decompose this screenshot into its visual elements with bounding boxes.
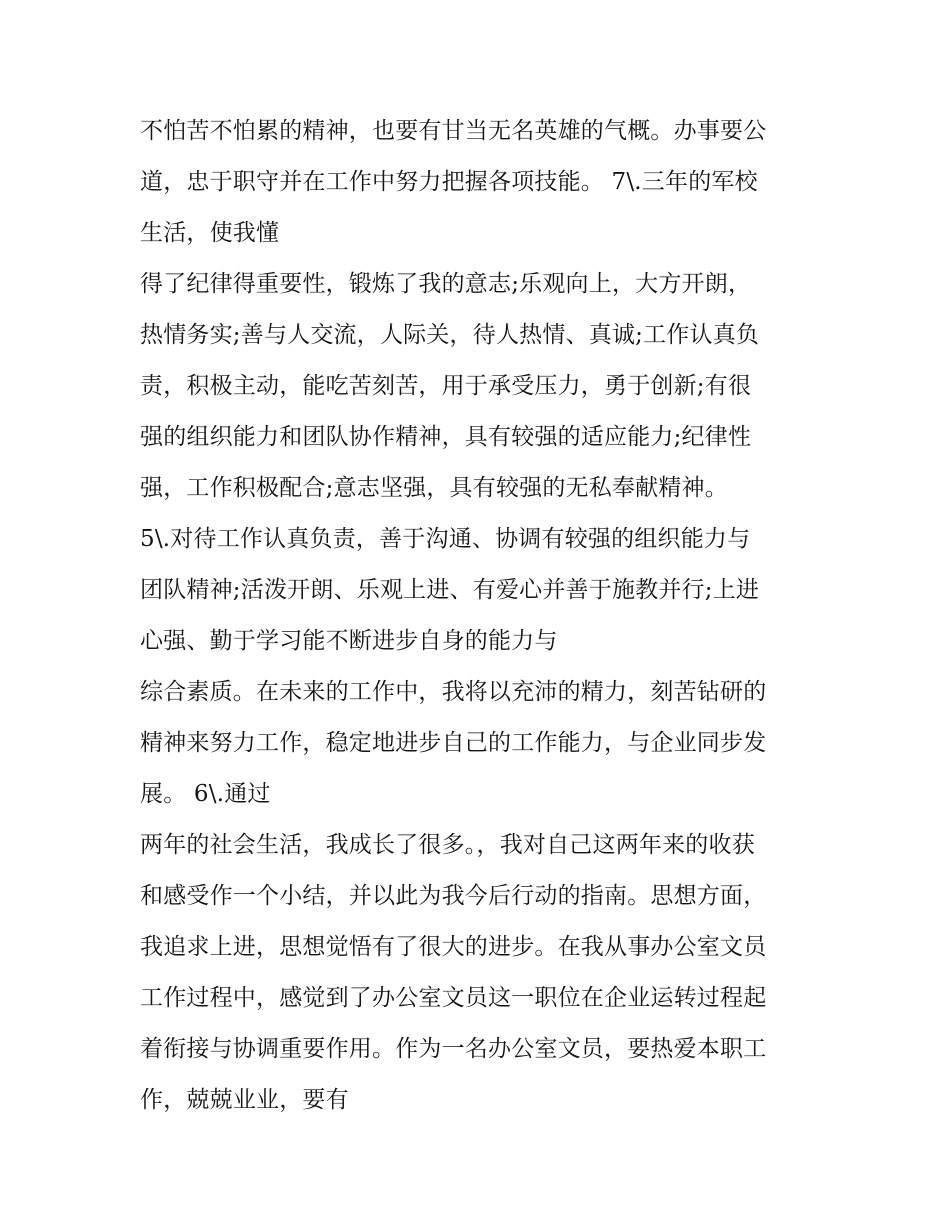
text-line: 心强、勤于学习能不断进步自身的能力与	[140, 628, 558, 654]
text-line: 和感受作一个小结，并以此为我今后行动的指南。思想方面，	[140, 883, 767, 909]
text-line: 5\.对待工作认真负责，善于沟通、协调有较强的组织能力与	[140, 526, 751, 552]
text-line: 作，兢兢业业，要有	[140, 1087, 349, 1113]
text-line: 展。 6\.通过	[140, 781, 271, 807]
text-line: 我追求上进，思想觉悟有了很大的进步。在我从事办公室文员	[140, 934, 767, 960]
text-line: 精神来努力工作，稳定地进步自己的工作能力，与企业同步发	[140, 730, 767, 756]
text-line: 责，积极主动，能吃苦刻苦，用于承受压力，勇于创新;有很	[140, 373, 752, 399]
text-line: 生活，使我懂	[140, 220, 280, 246]
text-line: 热情务实;善与人交流，人际关，待人热情、真诚;工作认真负	[140, 322, 760, 348]
text-line: 着衔接与协调重要作用。作为一名办公室文员，要热爱本职工	[140, 1036, 767, 1062]
document-body	[140, 106, 830, 1126]
text-line: 两年的社会生活，我成长了很多。，我对自己这两年来的收获	[140, 832, 755, 858]
text-line: 不怕苦不怕累的精神，也要有甘当无名英雄的气概。办事要公	[140, 118, 767, 144]
text-line: 工作过程中，感觉到了办公室文员这一职位在企业运转过程起	[140, 985, 767, 1011]
text-line: 强，工作积极配合;意志坚强，具有较强的无私奉献精神。	[140, 475, 728, 501]
text-line: 道，忠于职守并在工作中努力把握各项技能。 7\.三年的军校	[140, 169, 758, 195]
text-line: 团队精神;活泼开朗、乐观上进、有爱心并善于施教并行;上进	[140, 577, 760, 603]
text-line: 综合素质。在未来的工作中，我将以充沛的精力，刻苦钻研的	[140, 679, 767, 705]
text-line: 得了纪律得重要性，锻炼了我的意志;乐观向上，大方开朗，	[140, 271, 752, 297]
text-line: 强的组织能力和团队协作精神，具有较强的适应能力;纪律性	[140, 424, 752, 450]
